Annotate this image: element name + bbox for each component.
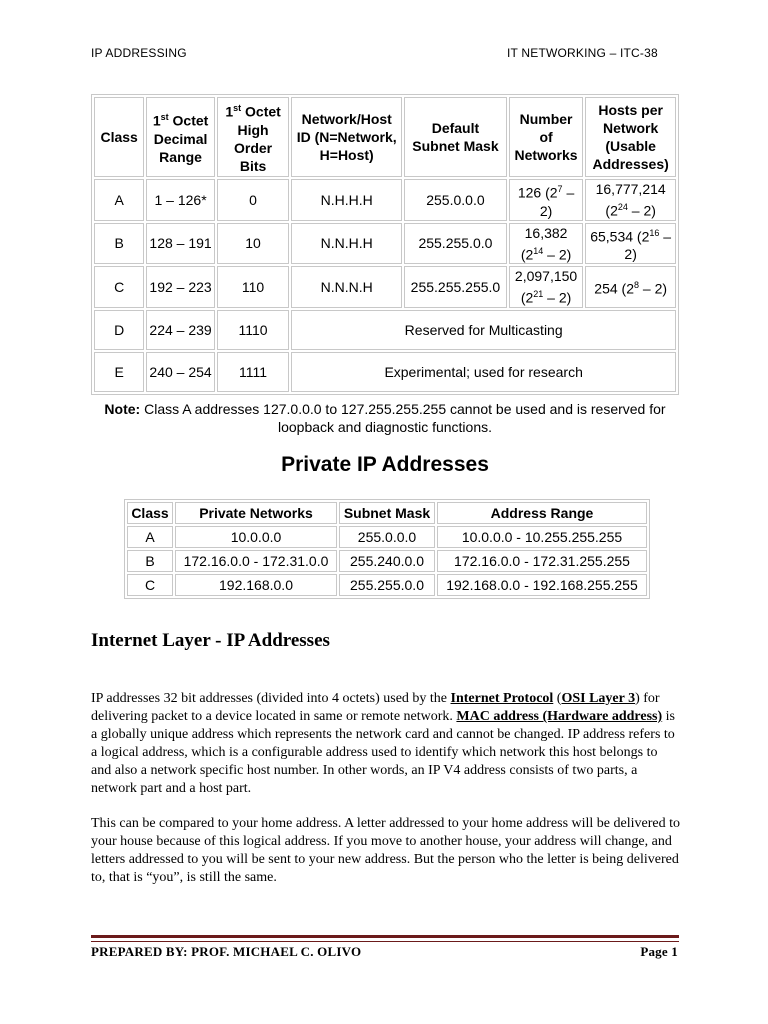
cell-address-range: 192.168.0.0 - 192.168.255.255 [437,574,647,596]
cell-subnet-mask: 255.240.0.0 [339,550,435,572]
osi-layer-3-link[interactable]: OSI Layer 3 [561,691,636,706]
para-text: ( [553,691,562,706]
page-number: Page 1 [640,944,678,959]
cell-bits: 10 [217,223,290,265]
col-number-networks: Number of Networks [509,97,584,177]
cell-address-range: 10.0.0.0 - 10.255.255.255 [437,526,647,548]
cell-private-network: 10.0.0.0 [175,526,337,548]
note-text: Class A addresses 127.0.0.0 to 127.255.255.255 cannot be used and is reserved for loopback and diagnostic functions. [144,401,666,435]
table-header-row [127,502,647,524]
para-text: ) for delivering packet to a device located in same or remote network. [91,691,660,724]
ip-class-table [91,94,679,395]
section-title: Internet Layer - IP Addresses [91,630,330,651]
cell-class: A [94,179,144,221]
cell-bits: 1110 [217,310,290,350]
cell-bits: 110 [217,266,290,308]
table-row [94,352,676,392]
cell-reserved-note: Experimental; used for research [291,352,676,392]
cell-range: 1 – 126* [146,179,214,221]
cell-private-network: 192.168.0.0 [175,574,337,596]
cell-class: B [127,550,173,572]
cell-range: 128 – 191 [146,223,214,265]
col-class: Class [94,97,144,177]
table-row [94,223,676,265]
cell-hosts: 65,534 $(2^{16} - 2)$ [585,223,676,265]
cell-subnet-mask: 255.0.0.0 [339,526,435,548]
cell-subnet-mask: 255.255.0.0 [339,574,435,596]
mac-address-link[interactable]: MAC address (Hardware address) [456,709,663,724]
cell-subnet-mask: 255.255.255.0 [404,266,507,308]
private-ip-table [124,499,650,599]
cell-bits: 0 [217,179,290,221]
paragraph-1 [91,690,681,798]
cell-hosts: 16,777,214 $(2^{24} - 2)$ [585,179,676,221]
cell-address-range: 172.16.0.0 - 172.31.255.255 [437,550,647,572]
note [91,400,679,436]
col-subnet-mask: Subnet Mask [339,502,435,524]
cell-class: E [94,352,144,392]
para-text: is a globally unique address which represents the network card and cannot be changed. IP address refers to a logical address, which is a configurable address used to identify which network this host belongs to and also a network specific host number. In other words, an IP V4 address consists of two parts, a network part and a host part. [91,709,675,796]
table-row [127,574,647,596]
cell-reserved-note: Reserved for Multicasting [291,310,676,350]
cell-network-host-id: N.N.N.H [291,266,402,308]
cell-class: A [127,526,173,548]
col-private-networks: Private Networks [175,502,337,524]
table-row [94,179,676,221]
col-decimal-range: 1st Octet Decimal Range [146,97,214,177]
col-address-range: Address Range [437,502,647,524]
cell-network-host-id: N.H.H.H [291,179,402,221]
cell-class: D [94,310,144,350]
note-label: Note: [104,401,141,417]
cell-networks: 126 $(2^7 - 2)$ [509,179,584,221]
private-title: Private IP Addresses [281,453,489,476]
cell-network-host-id: N.N.H.H [291,223,402,265]
cell-class: C [94,266,144,308]
internet-protocol-link[interactable]: Internet Protocol [450,691,554,706]
cell-private-network: 172.16.0.0 - 172.31.0.0 [175,550,337,572]
cell-subnet-mask: 255.0.0.0 [404,179,507,221]
footer-divider [91,935,679,942]
table-row [127,526,647,548]
para-text: IP addresses 32 bit addresses (divided into 4 octets) used by the [91,691,451,706]
cell-range: 224 – 239 [146,310,214,350]
col-high-order-bits: 1st Octet High Order Bits [217,97,290,177]
table-row [127,550,647,572]
cell-class: C [127,574,173,596]
cell-hosts: 254 $(2^8 - 2)$ [585,266,676,308]
table-header-row [94,97,676,177]
col-hosts-per-network: Hosts per Network (Usable Addresses) [585,97,676,177]
header-course: IT NETWORKING – ITC-38 [507,46,658,60]
cell-networks: 2,097,150 $(2^{21} - 2)$ [509,266,584,308]
cell-range: 192 – 223 [146,266,214,308]
cell-range: 240 – 254 [146,352,214,392]
col-subnet-mask: Default Subnet Mask [404,97,507,177]
table-row [94,266,676,308]
col-class: Class [127,502,173,524]
cell-class: B [94,223,144,265]
header-title: IP ADDRESSING [91,46,187,60]
cell-subnet-mask: 255.255.0.0 [404,223,507,265]
footer-author: PREPARED BY: PROF. MICHAEL C. OLIVO [91,944,362,959]
cell-networks: 16,382 $(2^{14} - 2)$ [509,223,584,265]
paragraph-2: This can be compared to your home address. A letter addressed to your home address will be delivered to your house because of this logical address. If you move to another house, your address will change, and letters addressed to you will be sent to your new address. But the person who the letter is being delivered to, that is “you”, is still the same. [91,816,680,885]
table-row [94,310,676,350]
col-network-host-id: Network/Host ID (N=Network, H=Host) [291,97,402,177]
cell-bits: 1111 [217,352,290,392]
